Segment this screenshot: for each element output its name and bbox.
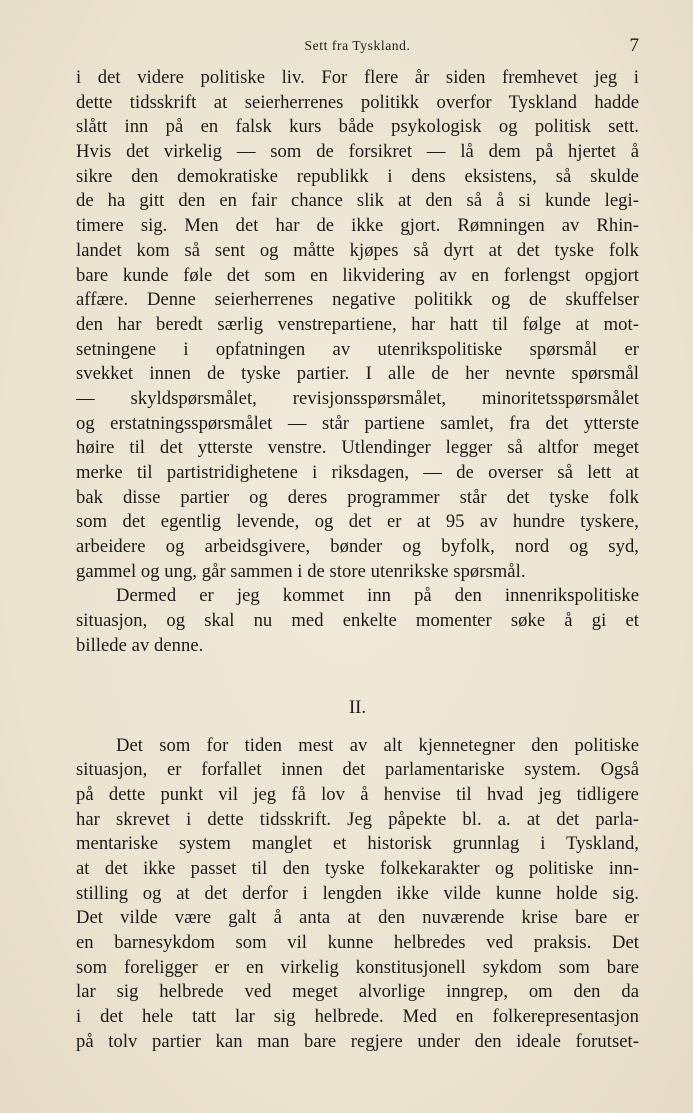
text-line: bak disse partier og deres programmer står det tyske folk (76, 486, 639, 508)
text-line: at det ikke passet til den tyske folkekarakter og politiske inn- (76, 857, 639, 879)
text-line: Hvis det virkelig — som de forsikret — lå dem på hjertet å (76, 141, 639, 163)
text-line: svekket innen de tyske partier. I alle de her nevnte spørsmål (76, 363, 639, 385)
text-line: arbeidere og arbeidsgivere, bønder og byfolk, nord og syd, (76, 536, 639, 558)
text-line: landet kom så sent og måtte kjøpes så dyrt at det tyske folk (76, 239, 639, 261)
text-line: de ha gitt den en fair chance slik at den så å si kunde legi- (76, 190, 639, 212)
text-line: Det vilde være galt å anta at den nuværende krise bare er (76, 907, 639, 929)
text-line: den har beredt særlig venstrepartiene, har hatt til følge at mot- (76, 313, 639, 335)
body-text (76, 66, 639, 1054)
section-spacer (76, 659, 639, 696)
text-line: mentariske system manglet et historisk grunnlag i Tyskland, (76, 833, 639, 855)
text-line: lar sig helbrede ved meget alvorlige inngrep, om den da (76, 981, 639, 1003)
running-title: Sett fra Tyskland. (304, 38, 411, 53)
text-line: billede av denne. (76, 634, 204, 656)
text-line: slått inn på en falsk kurs både psykologisk og politisk sett. (76, 116, 639, 138)
paragraph-3 (76, 734, 639, 1055)
text-line: timere sig. Men det har de ikke gjort. Rømningen av Rhin- (76, 215, 639, 237)
text-line: gammel og ung, går sammen i de store utenrikske spørsmål. (76, 560, 526, 582)
text-line: setningene i opfatningen av utenrikspolitiske spørsmål er (76, 338, 639, 360)
text-line: dette tidsskrift at seierherrenes politikk overfor Tyskland hadde (76, 91, 639, 113)
text-line: stilling og at det derfor i lengden ikke vilde kunne holde sig. (76, 882, 639, 904)
text-line: Det som for tiden mest av alt kjennetegner den politiske (116, 734, 639, 756)
text-line: bare kunde føle det som en likvidering av en forlengst opgjort (76, 264, 639, 286)
text-line: i det hele tatt lar sig helbrede. Med en folkerepresentasjon (76, 1006, 639, 1028)
text-line: høire til det ytterste venstre. Utlendinger legger så altfor meget (76, 437, 639, 459)
text-line: Dermed er jeg kommet inn på den innenrikspolitiske (116, 585, 639, 607)
section-heading: II. (348, 696, 367, 718)
text-line: på dette punkt vil jeg få lov å henvise til hvad jeg tidligere (76, 783, 639, 805)
text-line: og erstatningsspørsmålet — står partiene samlet, fra det ytterste (76, 412, 639, 434)
text-line: situasjon, er forfallet innen det parlamentariske system. Også (76, 759, 639, 781)
text-line: en barnesykdom som vil kunne helbredes ved praksis. Det (76, 932, 639, 953)
text-line: i det videre politiske liv. For flere år siden fremhevet jeg i (76, 67, 639, 88)
page-number: 7 (629, 35, 639, 56)
page-header (76, 36, 639, 58)
text-line: affære. Denne seierherrenes negative politikk og de skuffelser (76, 289, 639, 311)
text-line: har skrevet i dette tidsskrift. Jeg påpekte bl. a. at det parla- (76, 808, 639, 830)
text-line: som det egentlig levende, og det er at 95 av hundre tyskere, (76, 511, 639, 533)
paragraph-2 (76, 584, 639, 658)
text-line: på tolv partier kan man bare regjere under den ideale forutset- (76, 1030, 639, 1052)
text-line: merke til partistridighetene i riksdagen, — de overser så lett at (76, 462, 639, 483)
text-line: som foreligger er en virkelig konstitusjonell sykdom som bare (76, 956, 639, 978)
text-line: situasjon, og skal nu med enkelte momenter søke å gi et (76, 610, 639, 632)
text-line: sikre den demokratiske republikk i dens eksistens, så skulde (76, 165, 639, 187)
text-line: — skyldspørsmålet, revisjonsspørsmålet, minoritetsspørsmålet (76, 387, 639, 409)
paragraph-1 (76, 66, 639, 584)
